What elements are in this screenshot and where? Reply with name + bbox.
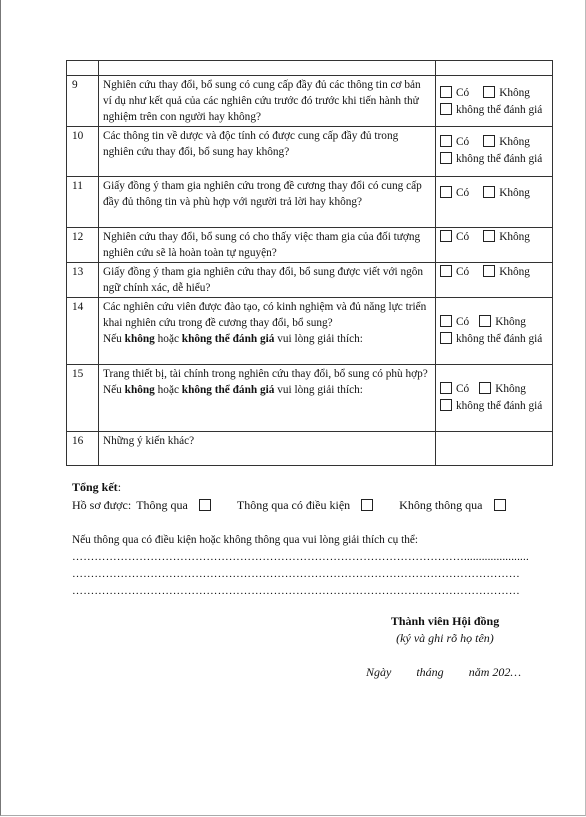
answer-cell bbox=[436, 298, 553, 365]
checkbox[interactable] bbox=[440, 399, 452, 411]
question-text: Các nghiên cứu viên được đào tạo, có kinh nghiệm và đủ năng lực triển khai nghiên cứu trong đề cương thay đổi, bổ sung? bbox=[103, 301, 427, 329]
option-khong[interactable]: Không bbox=[479, 381, 526, 397]
option-khong[interactable]: Không bbox=[483, 264, 530, 280]
question-number: 9 bbox=[67, 76, 99, 127]
question-number: 15 bbox=[67, 365, 99, 432]
summary-section bbox=[72, 478, 542, 514]
question-number: 14 bbox=[67, 298, 99, 365]
option-co[interactable]: Có bbox=[440, 381, 469, 397]
table-row bbox=[67, 177, 553, 228]
explain-line: Nếu không hoặc không thể đánh giá vui lòng giải thích: bbox=[103, 384, 363, 396]
date-year: năm 202… bbox=[468, 665, 522, 679]
answer-cell bbox=[436, 432, 553, 466]
table-row bbox=[67, 228, 553, 263]
date-day: Ngày bbox=[366, 665, 392, 679]
question-number: 11 bbox=[67, 177, 99, 228]
checkbox[interactable] bbox=[494, 499, 506, 511]
option-co[interactable]: Có bbox=[440, 314, 469, 330]
question-number: 13 bbox=[67, 263, 99, 298]
question-text: Giấy đồng ý tham gia nghiên cứu trong đề cương thay đổi có cung cấp đầy đủ thông tin và phù hợp với người trả lời hay không? bbox=[99, 177, 436, 228]
question-text: Giấy đồng ý tham gia nghiên cứu thay đổi, bổ sung được viết với ngôn ngữ chính xác, dễ hiểu? bbox=[99, 263, 436, 298]
option-co[interactable]: Có bbox=[440, 185, 469, 201]
option-khong[interactable]: Không bbox=[483, 85, 530, 101]
checkbox[interactable] bbox=[440, 332, 452, 344]
question-text: Trang thiết bị, tài chính trong nghiên cứu thay đổi, bổ sung có phù hợp? bbox=[103, 368, 428, 380]
checkbox[interactable] bbox=[440, 152, 452, 164]
summary-title: Tổng kết: bbox=[72, 480, 122, 494]
checkbox[interactable] bbox=[483, 265, 495, 277]
answer-cell bbox=[436, 228, 553, 263]
question-cell bbox=[99, 365, 436, 432]
signature-subtitle: (ký và ghi rõ họ tên) bbox=[396, 631, 494, 645]
question-number: 16 bbox=[67, 432, 99, 466]
checkbox[interactable] bbox=[440, 86, 452, 98]
option-thong-qua-co-dieu-kien[interactable]: Thông qua có điều kiện bbox=[237, 496, 377, 514]
option-khong-the-danh-gia[interactable]: không thể đánh giá bbox=[440, 331, 542, 347]
checkbox[interactable] bbox=[483, 230, 495, 242]
evaluation-table bbox=[66, 60, 553, 466]
option-khong-thong-qua[interactable]: Không thông qua bbox=[399, 496, 509, 514]
signature-date bbox=[366, 665, 521, 680]
checkbox[interactable] bbox=[440, 265, 452, 277]
checkbox[interactable] bbox=[483, 135, 495, 147]
date-month: tháng bbox=[416, 665, 444, 679]
table-row bbox=[67, 432, 553, 466]
answer-cell bbox=[436, 127, 553, 177]
answer-cell bbox=[436, 177, 553, 228]
checkbox[interactable] bbox=[479, 315, 491, 327]
question-cell bbox=[99, 298, 436, 365]
option-khong-the-danh-gia[interactable]: không thể đánh giá bbox=[440, 102, 542, 118]
signature-title: Thành viên Hội đồng bbox=[390, 614, 500, 628]
table-row bbox=[67, 127, 553, 177]
option-co[interactable]: Có bbox=[440, 264, 469, 280]
checkbox[interactable] bbox=[483, 186, 495, 198]
option-co[interactable]: Có bbox=[440, 229, 469, 245]
answer-line-3[interactable]: ………………………………………………………………………………………………………… bbox=[72, 585, 520, 597]
checkbox[interactable] bbox=[479, 382, 491, 394]
option-khong[interactable]: Không bbox=[483, 185, 530, 201]
answer-cell bbox=[436, 76, 553, 127]
question-number: 12 bbox=[67, 228, 99, 263]
summary-label: Hồ sơ được: bbox=[72, 498, 132, 512]
checkbox[interactable] bbox=[440, 186, 452, 198]
option-khong[interactable]: Không bbox=[483, 134, 530, 150]
option-co[interactable]: Có bbox=[440, 85, 469, 101]
answer-line-1[interactable]: ……………………………………………………………………………………………...................... bbox=[72, 551, 529, 563]
checkbox[interactable] bbox=[440, 103, 452, 115]
checkbox[interactable] bbox=[440, 382, 452, 394]
table-row bbox=[67, 365, 553, 432]
table-row bbox=[67, 76, 553, 127]
question-text: Nghiên cứu thay đổi, bổ sung có cho thấy việc tham gia của đối tượng nghiên cứu sẽ là hoàn toàn tự nguyện? bbox=[99, 228, 436, 263]
summary-options bbox=[72, 496, 542, 514]
answer-cell bbox=[436, 263, 553, 298]
checkbox[interactable] bbox=[199, 499, 211, 511]
question-text: Nghiên cứu thay đổi, bổ sung có cung cấp đầy đủ các thông tin cơ bản ví dụ như kết quả của các nghiên cứu trước đó trước khi tiến hành thử nghiệm trên con người hay không? bbox=[99, 76, 436, 127]
option-co[interactable]: Có bbox=[440, 134, 469, 150]
checkbox[interactable] bbox=[440, 135, 452, 147]
checkbox[interactable] bbox=[440, 230, 452, 242]
checkbox[interactable] bbox=[361, 499, 373, 511]
option-khong-the-danh-gia[interactable]: không thể đánh giá bbox=[440, 151, 542, 167]
table-row bbox=[67, 263, 553, 298]
answer-cell bbox=[436, 365, 553, 432]
option-khong[interactable]: Không bbox=[483, 229, 530, 245]
question-text: Các thông tin về dược và độc tính có được cung cấp đầy đủ trong nghiên cứu thay đổi, bổ sung hay không? bbox=[99, 127, 436, 177]
table-row bbox=[67, 298, 553, 365]
explain-note: Nếu thông qua có điều kiện hoặc không thông qua vui lòng giải thích cụ thể: bbox=[72, 534, 419, 546]
option-khong-the-danh-gia[interactable]: không thể đánh giá bbox=[440, 398, 542, 414]
option-khong[interactable]: Không bbox=[479, 314, 526, 330]
option-thong-qua[interactable]: Thông qua bbox=[136, 496, 215, 514]
table-header-row bbox=[67, 61, 553, 76]
checkbox[interactable] bbox=[483, 86, 495, 98]
explain-line: Nếu không hoặc không thể đánh giá vui lòng giải thích: bbox=[103, 333, 363, 345]
answer-line-2[interactable]: ………………………………………………………………………………………………………… bbox=[72, 568, 520, 580]
question-number: 10 bbox=[67, 127, 99, 177]
checkbox[interactable] bbox=[440, 315, 452, 327]
question-text: Những ý kiến khác? bbox=[99, 432, 436, 466]
